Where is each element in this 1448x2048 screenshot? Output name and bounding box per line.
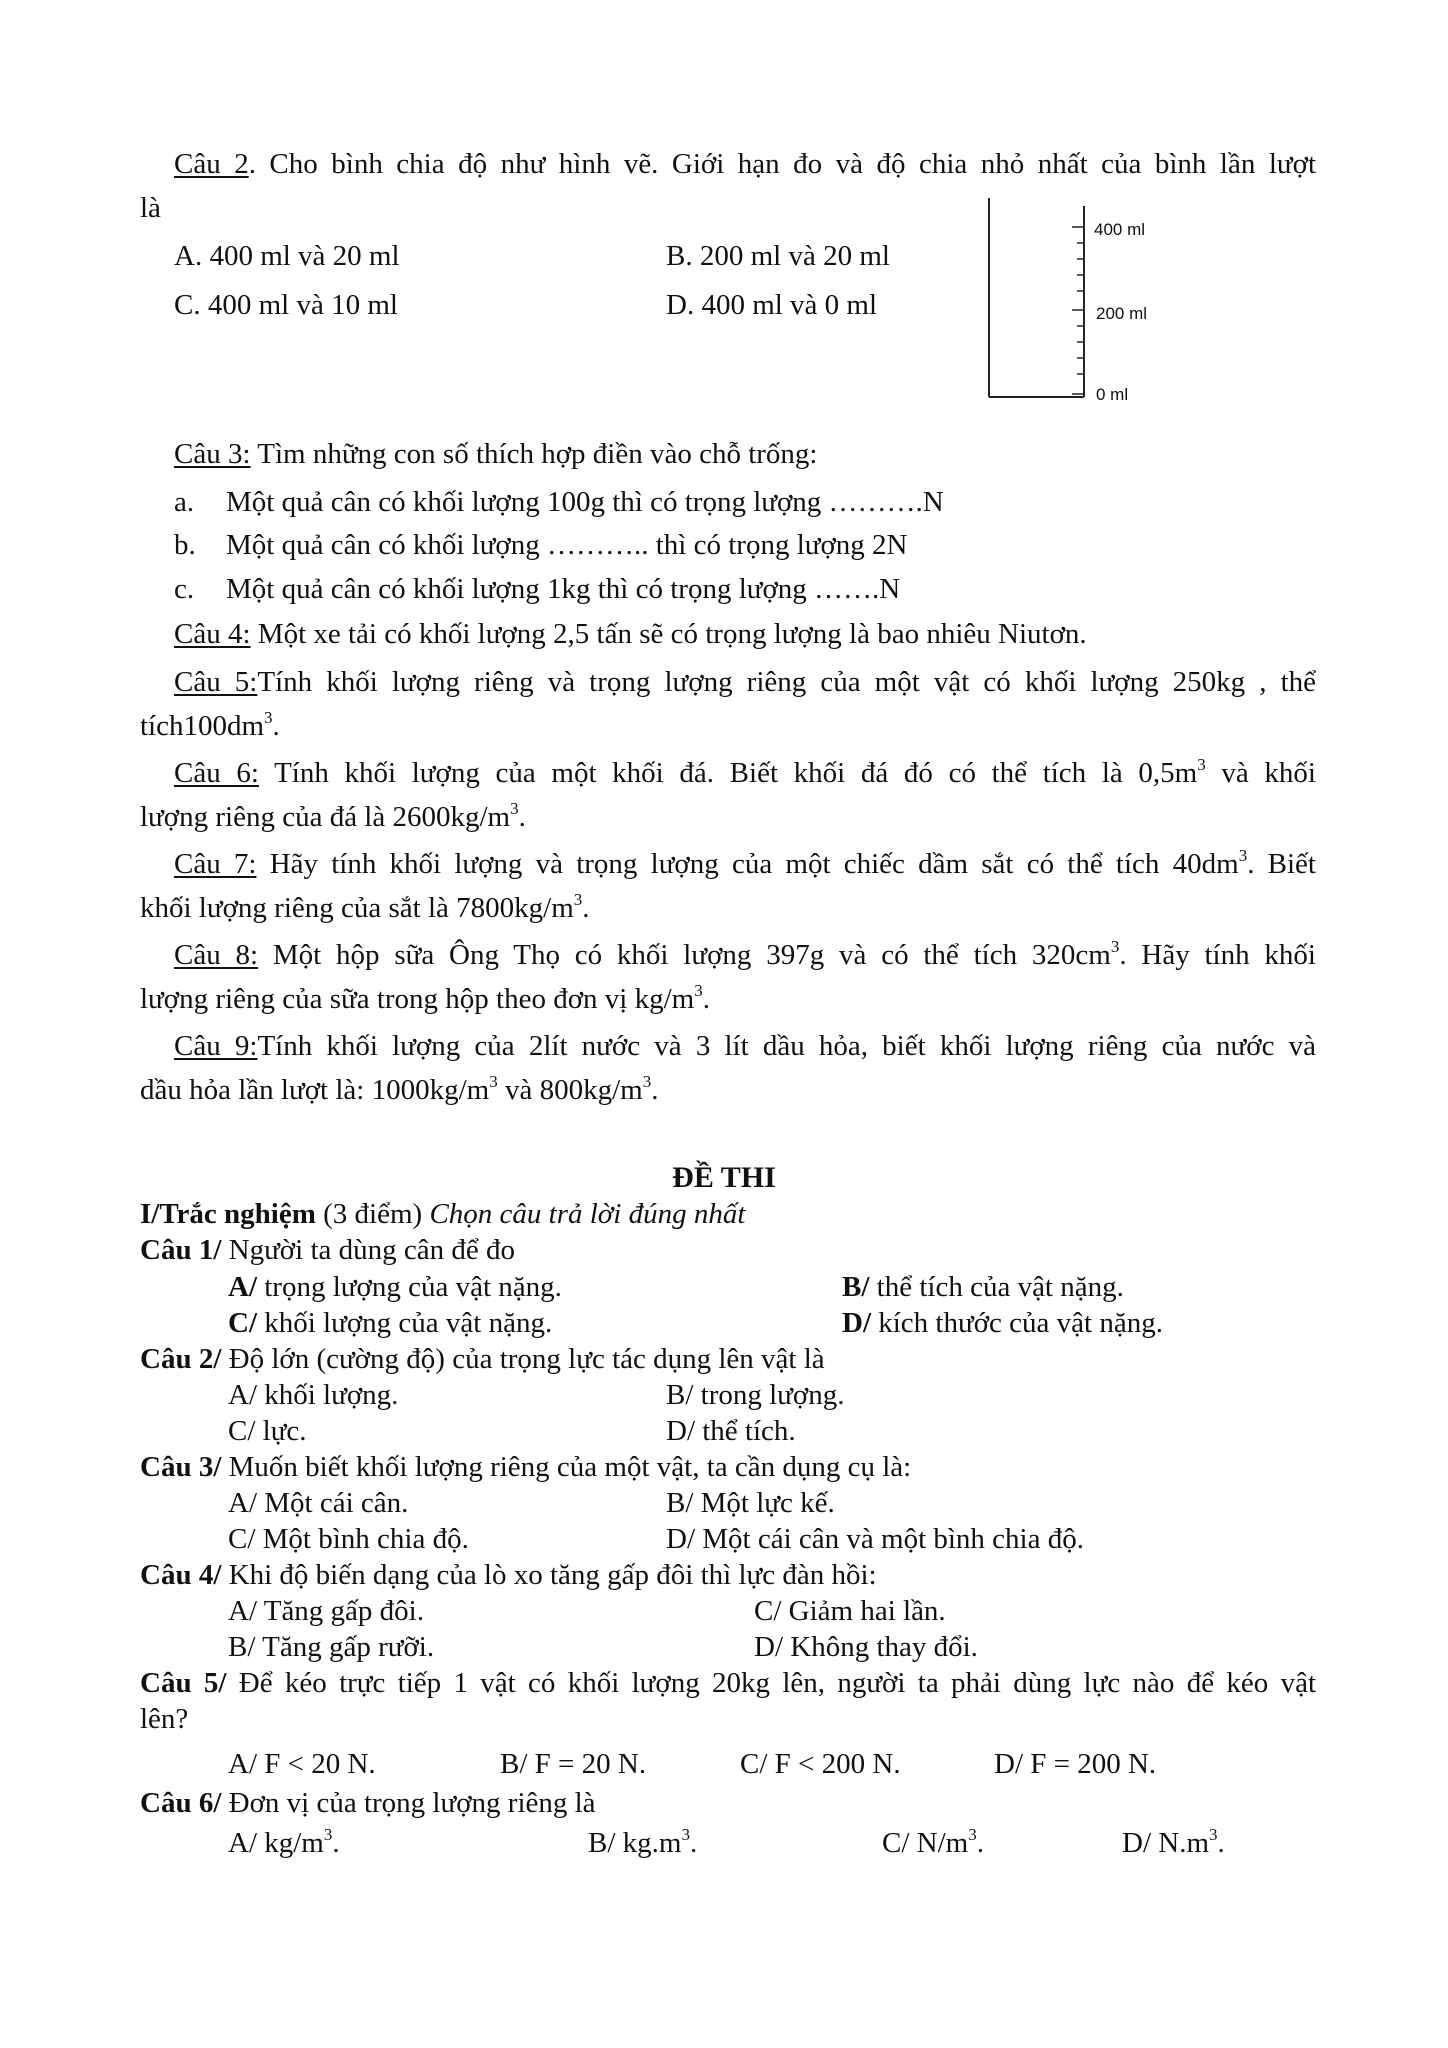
exam-section-label: I/Trắc nghiệm — [140, 1198, 316, 1230]
exam-q1-option-d-text: kích thước của vật nặng. — [871, 1307, 1163, 1339]
exam-q6-option-b-text: B/ kg.m — [588, 1827, 682, 1859]
exam-q4-label: Câu 4/ — [140, 1559, 222, 1591]
exam-q1-option-a-letter: A/ — [228, 1271, 257, 1303]
exam-q3-option-b: B/ Một lực kế. — [666, 1487, 835, 1519]
q3-item-a-text: Một quả cân có khối lượng 100g thì có trọng lượng ……….N — [226, 486, 944, 518]
exam-q2-option-d: D/ thể tích. — [666, 1415, 796, 1447]
cylinder-label-200: 200 ml — [1096, 304, 1148, 323]
exam-q3-option-c: C/ Một bình chia độ. — [228, 1523, 469, 1555]
q8-cont-text: lượng riêng của sữa trong hộp theo đơn vị kg/m — [140, 983, 695, 1015]
exam-q1-text: Người ta dùng cân để đo — [221, 1234, 515, 1266]
exam-q6-option-c-text: C/ N/m — [882, 1827, 969, 1859]
exam-q2-option-c: C/ lực. — [228, 1415, 307, 1447]
q2-option-b: B. 200 ml và 20 ml — [666, 240, 890, 272]
exam-q1-option-d-letter: D/ — [842, 1307, 871, 1339]
q6-cont-text: lượng riêng của đá là 2600kg/m — [140, 801, 511, 833]
q2-label: Câu 2 — [174, 148, 249, 180]
exam-q6-option-d-sup: 3 — [1209, 1825, 1218, 1844]
exam-q1-option-c-letter: C/ — [228, 1307, 257, 1339]
q3-label: Câu 3: — [174, 438, 251, 470]
q2-text: . Cho bình chia độ như hình vẽ. Giới hạn đo và độ chia nhỏ nhất của bình lần lượt — [248, 148, 1316, 180]
exam-q6-option-a-dot: . — [332, 1827, 340, 1859]
exam-q1-option-c — [228, 1305, 552, 1341]
exam-section-instruction: Chọn câu trả lời đúng nhất — [429, 1198, 746, 1230]
exam-q4-option-a: A/ Tăng gấp đôi. — [228, 1595, 424, 1627]
exam-q6-option-c — [882, 1825, 984, 1861]
exam-section-header — [140, 1196, 745, 1232]
q9-cont — [140, 1072, 658, 1108]
exam-q3-option-a: A/ Một cái cân. — [228, 1487, 409, 1519]
exam-q1-option-d — [842, 1305, 1163, 1341]
q3-item-a-mark: a. — [174, 486, 195, 518]
q2-option-c: C. 400 ml và 10 ml — [174, 289, 398, 321]
exam-q1-label: Câu 1/ — [140, 1234, 222, 1266]
exam-q5-label: Câu 5/ — [140, 1667, 227, 1699]
exam-q6-text: Đơn vị của trọng lượng riêng là — [221, 1787, 596, 1819]
q7-cont-after: . — [582, 892, 590, 924]
exam-q4-option-b: B/ Tăng gấp rưỡi. — [228, 1631, 435, 1663]
q5-cont-after: . — [272, 710, 280, 742]
exam-q6 — [140, 1785, 596, 1821]
exam-q5-option-b: B/ F = 20 N. — [500, 1748, 647, 1780]
exam-q3-text: Muốn biết khối lượng riêng của một vật, ta cần dụng cụ là: — [221, 1451, 912, 1483]
q8-cont — [140, 981, 710, 1017]
q2-cont: là — [140, 192, 161, 224]
exam-q2-text: Độ lớn (cường độ) của trọng lực tác dụng lên vật là — [221, 1343, 825, 1375]
q6-text-after: và khối — [1205, 757, 1316, 789]
q9-cont-sup-1: 3 — [489, 1072, 498, 1091]
q9-label: Câu 9: — [174, 1030, 258, 1062]
q4-line — [174, 616, 1087, 652]
exam-q6-option-a — [228, 1825, 340, 1861]
q3-item-c-mark: c. — [174, 573, 195, 605]
exam-q6-option-a-text: A/ kg/m — [228, 1827, 324, 1859]
q4-text: Một xe tải có khối lượng 2,5 tấn sẽ có trọng lượng là bao nhiêu Niutơn. — [250, 618, 1087, 650]
exam-q5 — [140, 1665, 1316, 1701]
q9-cont-sup-2: 3 — [642, 1072, 652, 1091]
q3-text: Tìm những con số thích hợp điền vào chỗ trống: — [250, 438, 818, 470]
q8-text: Một hộp sữa Ông Thọ có khối lượng 397g và có thể tích 320cm — [258, 939, 1111, 971]
q6-cont-sup: 3 — [510, 799, 519, 818]
q7-label: Câu 7: — [174, 848, 257, 880]
exam-q4-option-d: D/ Không thay đổi. — [754, 1631, 978, 1663]
exam-q4 — [140, 1557, 877, 1593]
exam-q1-option-b — [842, 1269, 1124, 1305]
q2-option-a: A. 400 ml và 20 ml — [174, 240, 400, 272]
exam-q3 — [140, 1449, 911, 1485]
q5-line — [174, 664, 1316, 700]
exam-q6-option-c-dot: . — [976, 1827, 984, 1859]
q7-cont — [140, 890, 590, 926]
q6-label: Câu 6: — [174, 757, 259, 789]
q3-item-b-text: Một quả cân có khối lượng ……….. thì có trọng lượng 2N — [226, 529, 908, 561]
exam-q1-option-c-text: khối lượng của vật nặng. — [257, 1307, 553, 1339]
q2-option-d: D. 400 ml và 0 ml — [666, 289, 878, 321]
q8-line — [174, 937, 1316, 973]
exam-q6-option-c-sup: 3 — [968, 1825, 977, 1844]
exam-q1 — [140, 1232, 515, 1268]
cylinder-label-0: 0 ml — [1096, 385, 1129, 404]
q7-line — [174, 846, 1316, 882]
exam-section-points: (3 điểm) — [315, 1198, 430, 1230]
exam-q1-option-b-letter: B/ — [842, 1271, 870, 1303]
exam-title: ĐỀ THI — [672, 1161, 776, 1194]
exam-q6-option-d-dot: . — [1217, 1827, 1225, 1859]
q7-text-after: . Biết — [1247, 848, 1316, 880]
q9-cont-after: . — [651, 1074, 659, 1106]
exam-q4-option-c: C/ Giảm hai lần. — [754, 1595, 946, 1627]
exam-q2-option-a: A/ khối lượng. — [228, 1379, 399, 1411]
cylinder-label-400: 400 ml — [1094, 220, 1146, 239]
q3-item-b — [174, 527, 908, 563]
exam-q5-cont: lên? — [140, 1703, 189, 1735]
q3-item-c-text: Một quả cân có khối lượng 1kg thì có trọng lượng …….N — [226, 573, 901, 605]
exam-q2-label: Câu 2/ — [140, 1343, 222, 1375]
q4-label: Câu 4: — [174, 618, 251, 650]
q9-text: Tính khối lượng của 2lít nước và 3 lít dầu hỏa, biết khối lượng riêng của nước và — [257, 1030, 1316, 1062]
q6-text: Tính khối lượng của một khối đá. Biết khối đá đó có thể tích là 0,5m — [258, 757, 1198, 789]
q6-cube-sup: 3 — [1197, 755, 1206, 774]
q2-line — [174, 146, 1316, 182]
exam-q6-label: Câu 6/ — [140, 1787, 222, 1819]
q7-cont-sup: 3 — [573, 890, 583, 909]
q5-text: Tính khối lượng riêng và trọng lượng riêng của một vật có khối lượng 250kg , thể — [257, 666, 1316, 698]
q7-text: Hãy tính khối lượng và trọng lượng của một chiếc dầm sắt có thể tích 40dm — [256, 848, 1239, 880]
q3-item-c — [174, 571, 901, 607]
exam-q6-option-d — [1122, 1825, 1225, 1861]
exam-q1-option-a — [228, 1269, 562, 1305]
q6-cont-after: . — [518, 801, 526, 833]
exam-q3-label: Câu 3/ — [140, 1451, 222, 1483]
q8-text-after: . Hãy tính khối — [1119, 939, 1316, 971]
q7-cube-sup: 3 — [1238, 846, 1248, 865]
q3-item-b-mark: b. — [174, 529, 196, 561]
exam-q5-option-a: A/ F < 20 N. — [228, 1748, 376, 1780]
exam-q4-text: Khi độ biến dạng của lò xo tăng gấp đôi thì lực đàn hồi: — [221, 1559, 877, 1591]
q9-line — [174, 1028, 1316, 1064]
exam-q6-option-a-sup: 3 — [323, 1825, 333, 1844]
exam-q2 — [140, 1341, 825, 1377]
exam-q6-option-b-sup: 3 — [681, 1825, 690, 1844]
q6-cont — [140, 799, 526, 835]
q5-label: Câu 5: — [174, 666, 258, 698]
q9-cont-text: dầu hỏa lần lượt là: 1000kg/m — [140, 1074, 490, 1106]
exam-q2-option-b: B/ trong lượng. — [666, 1379, 845, 1411]
q3-line — [174, 436, 817, 472]
exam-q1-option-b-text: thể tích của vật nặng. — [869, 1271, 1124, 1303]
q5-cont-text: tích100dm — [140, 710, 265, 742]
exam-q6-option-b — [588, 1825, 697, 1861]
exam-q6-option-d-text: D/ N.m — [1122, 1827, 1209, 1859]
q8-cube-sup: 3 — [1110, 937, 1120, 956]
exam-q1-option-a-text: trọng lượng của vật nặng. — [257, 1271, 562, 1303]
q5-cont — [140, 708, 280, 744]
q3-item-a — [174, 484, 944, 520]
exam-q5-option-c: C/ F < 200 N. — [740, 1748, 901, 1780]
q6-line — [174, 755, 1316, 791]
exam-q3-option-d: D/ Một cái cân và một bình chia độ. — [666, 1523, 1084, 1555]
q7-cont-text: khối lượng riêng của sắt là 7800kg/m — [140, 892, 574, 924]
q8-label: Câu 8: — [174, 939, 259, 971]
exam-q5-text: Để kéo trực tiếp 1 vật có khối lượng 20kg lên, người ta phải dùng lực nào để kéo vật — [226, 1667, 1316, 1699]
q9-cont-mid: và 800kg/m — [497, 1074, 643, 1106]
q5-cube-sup: 3 — [264, 708, 273, 727]
q8-cont-sup: 3 — [694, 981, 703, 1000]
exam-q6-option-b-dot: . — [689, 1827, 698, 1859]
q8-cont-after: . — [702, 983, 710, 1015]
exam-q5-option-d: D/ F = 200 N. — [994, 1748, 1157, 1780]
cylinder-scale-ticks — [1072, 227, 1084, 394]
